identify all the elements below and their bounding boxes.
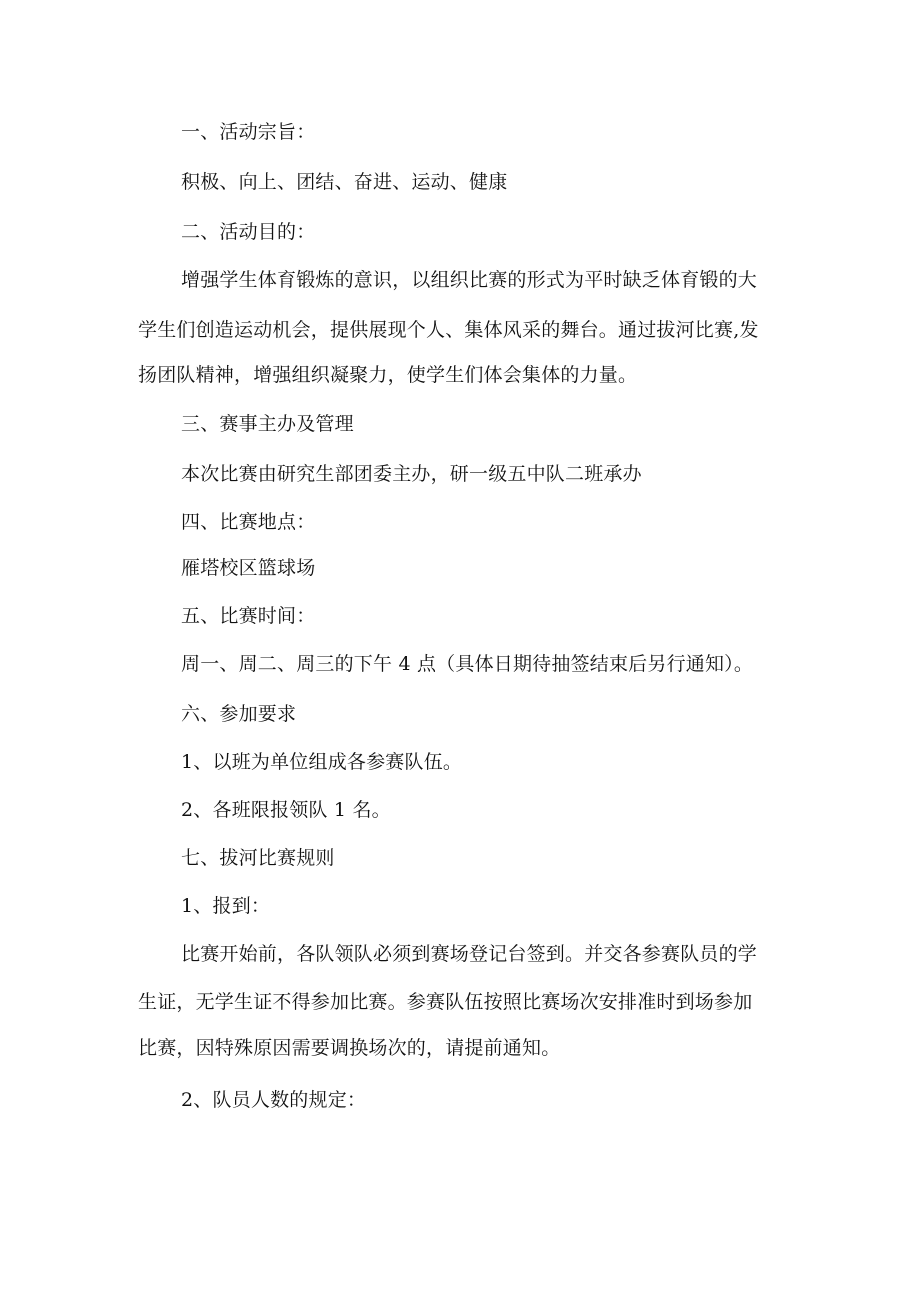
rule-paragraph-line-1: 比赛开始前，各队领队必须到赛场登记台签到。并交各参赛队员的学 [181, 943, 758, 965]
section-heading-time: 五、比赛时间： [181, 605, 316, 627]
goal-paragraph-line-1: 增强学生体育锻炼的意识，以组织比赛的形式为平时缺乏体育锻的大 [181, 269, 758, 291]
requirement-item-1: 1、以班为单位组成各参赛队伍。 [181, 751, 463, 773]
rule-item-2-heading: 2、队员人数的规定： [181, 1089, 367, 1111]
time-text: 周一、周二、周三的下午 4 点（具体日期待抽签结束后另行通知）。 [181, 653, 754, 675]
section-heading-venue: 四、比赛地点： [181, 511, 316, 533]
organizer-text: 本次比赛由研究生部团委主办，研一级五中队二班承办 [181, 463, 642, 485]
section-heading-requirements: 六、参加要求 [181, 703, 297, 725]
section-heading-organizer: 三、赛事主办及管理 [181, 413, 354, 435]
section-heading-rules: 七、拔河比赛规则 [181, 847, 335, 869]
section-heading-goal: 二、活动目的： [181, 221, 316, 243]
rule-paragraph-line-2: 生证，无学生证不得参加比赛。参赛队伍按照比赛场次安排准时到场参加 [138, 991, 753, 1013]
requirement-item-2: 2、各班限报领队 1 名。 [181, 799, 391, 821]
purpose-text: 积极、向上、团结、奋进、运动、健康 [181, 171, 508, 193]
venue-text: 雁塔校区篮球场 [181, 557, 316, 579]
goal-paragraph-line-3: 扬团队精神，增强组织凝聚力，使学生们体会集体的力量。 [138, 364, 638, 386]
section-heading-purpose: 一、活动宗旨： [181, 121, 316, 143]
rule-item-1-heading: 1、报到： [181, 895, 271, 917]
goal-paragraph-line-2: 学生们创造运动机会，提供展现个人、集体风采的舞台。通过拔河比赛,发 [138, 319, 759, 341]
rule-paragraph-line-3: 比赛，因特殊原因需要调换场次的，请提前通知。 [138, 1037, 561, 1059]
